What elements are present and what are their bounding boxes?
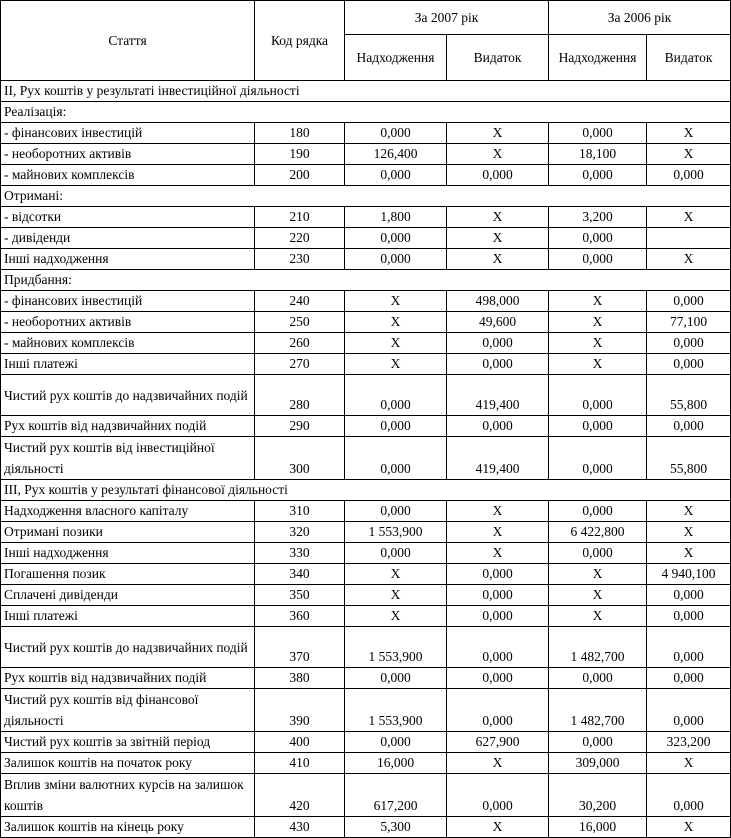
cell-income-2007: 0,000 — [345, 375, 447, 416]
header-expense-2007: Видаток — [447, 35, 549, 81]
cell-income-2006: 0,000 — [549, 668, 647, 689]
cell-expense-2006: 0,000 — [647, 689, 731, 732]
row-label: - майнових комплексів — [1, 333, 255, 354]
cell-income-2007: 0,000 — [345, 228, 447, 249]
row-label: Інші платежі — [1, 606, 255, 627]
cell-income-2006: 30,200 — [549, 774, 647, 817]
row-code: 260 — [255, 333, 345, 354]
cell-income-2006: 0,000 — [549, 228, 647, 249]
cell-expense-2007: 0,000 — [447, 627, 549, 668]
cell-income-2007: 0,000 — [345, 165, 447, 186]
cell-expense-2007: 0,000 — [447, 564, 549, 585]
section-title: III, Рух коштів у результаті фінансової діяльності — [1, 480, 731, 501]
row-label: Інші платежі — [1, 354, 255, 375]
cell-income-2007: X — [345, 564, 447, 585]
row-label: Отримані позики — [1, 522, 255, 543]
row-label: Надходження власного капіталу — [1, 501, 255, 522]
cell-income-2006: 0,000 — [549, 165, 647, 186]
row-label: Погашення позик — [1, 564, 255, 585]
group-row — [1, 270, 731, 291]
row-code: 340 — [255, 564, 345, 585]
table-row — [1, 312, 731, 333]
cell-income-2006: 0,000 — [549, 416, 647, 437]
cell-expense-2007: 498,000 — [447, 291, 549, 312]
group-row — [1, 102, 731, 123]
row-label: Рух коштів від надзвичайних подій — [1, 416, 255, 437]
row-label: Інші надходження — [1, 543, 255, 564]
table-body — [1, 81, 731, 838]
row-label: Сплачені дивіденди — [1, 585, 255, 606]
cell-expense-2007: 0,000 — [447, 333, 549, 354]
cell-income-2006: 0,000 — [549, 375, 647, 416]
cell-expense-2006: 77,100 — [647, 312, 731, 333]
cell-income-2007: 1,800 — [345, 207, 447, 228]
cell-expense-2006: 55,800 — [647, 437, 731, 480]
cell-income-2006: 0,000 — [549, 249, 647, 270]
table-row — [1, 416, 731, 437]
cell-income-2007: 0,000 — [345, 123, 447, 144]
header-period-2006: За 2006 рік — [549, 1, 731, 35]
table-row — [1, 123, 731, 144]
cell-income-2007: 0,000 — [345, 501, 447, 522]
cell-income-2006: 1 482,700 — [549, 627, 647, 668]
cell-income-2006: 0,000 — [549, 732, 647, 753]
cell-expense-2007: 0,000 — [447, 668, 549, 689]
row-code: 180 — [255, 123, 345, 144]
row-label: Чистий рух коштів від інвестиційної діяльності — [1, 437, 255, 480]
table-row — [1, 437, 731, 480]
cell-expense-2006: 0,000 — [647, 416, 731, 437]
row-code: 370 — [255, 627, 345, 668]
row-label: - фінансових інвестицій — [1, 291, 255, 312]
cell-income-2007: X — [345, 354, 447, 375]
table-row — [1, 564, 731, 585]
table-row — [1, 585, 731, 606]
cell-expense-2006: 0,000 — [647, 291, 731, 312]
cell-income-2007: 0,000 — [345, 732, 447, 753]
row-code: 430 — [255, 817, 345, 838]
cell-income-2007: 0,000 — [345, 668, 447, 689]
cell-income-2006: X — [549, 312, 647, 333]
table-row — [1, 354, 731, 375]
cell-income-2007: X — [345, 312, 447, 333]
table-row — [1, 543, 731, 564]
cell-income-2007: 5,300 — [345, 817, 447, 838]
cell-income-2007: X — [345, 291, 447, 312]
cell-expense-2007: 0,000 — [447, 416, 549, 437]
cell-expense-2007: X — [447, 753, 549, 774]
cell-income-2006: 18,100 — [549, 144, 647, 165]
row-label: - необоротних активів — [1, 144, 255, 165]
header-period-2007: За 2007 рік — [345, 1, 549, 35]
cell-income-2007: X — [345, 585, 447, 606]
cell-expense-2007: X — [447, 522, 549, 543]
group-title: Реалізація: — [1, 102, 731, 123]
cell-income-2007: 617,200 — [345, 774, 447, 817]
cell-expense-2007: X — [447, 817, 549, 838]
table-row — [1, 291, 731, 312]
cell-expense-2006: X — [647, 249, 731, 270]
row-code: 290 — [255, 416, 345, 437]
cell-income-2007: X — [345, 333, 447, 354]
row-code: 220 — [255, 228, 345, 249]
cell-income-2006: X — [549, 606, 647, 627]
cell-expense-2007: X — [447, 501, 549, 522]
row-code: 200 — [255, 165, 345, 186]
row-code: 420 — [255, 774, 345, 817]
table-row — [1, 228, 731, 249]
cell-expense-2006: 4 940,100 — [647, 564, 731, 585]
cell-expense-2006: X — [647, 543, 731, 564]
cell-income-2006: X — [549, 354, 647, 375]
row-code: 360 — [255, 606, 345, 627]
cell-expense-2006: 0,000 — [647, 606, 731, 627]
cell-income-2007: 1 553,900 — [345, 627, 447, 668]
row-label: Чистий рух коштів від фінансової діяльності — [1, 689, 255, 732]
table-row — [1, 165, 731, 186]
header-expense-2006: Видаток — [647, 35, 731, 81]
cell-income-2006: X — [549, 564, 647, 585]
cell-expense-2007: X — [447, 144, 549, 165]
cell-expense-2007: 0,000 — [447, 165, 549, 186]
cell-expense-2006: 0,000 — [647, 585, 731, 606]
section-title: II, Рух коштів у результаті інвестиційної діяльності — [1, 81, 731, 102]
header-income-2006: Надходження — [549, 35, 647, 81]
header-row-top — [1, 1, 731, 35]
row-label: Залишок коштів на кінець року — [1, 817, 255, 838]
cell-income-2006: 1 482,700 — [549, 689, 647, 732]
table-row — [1, 817, 731, 838]
row-code: 240 — [255, 291, 345, 312]
row-label: Вплив зміни валютних курсів на залишок коштів — [1, 774, 255, 817]
row-code: 250 — [255, 312, 345, 333]
header-income-2007: Надходження — [345, 35, 447, 81]
row-code: 390 — [255, 689, 345, 732]
cell-income-2006: 6 422,800 — [549, 522, 647, 543]
cell-expense-2007: X — [447, 207, 549, 228]
group-title: Придбання: — [1, 270, 731, 291]
table-row — [1, 732, 731, 753]
cell-income-2007: 0,000 — [345, 543, 447, 564]
row-code: 320 — [255, 522, 345, 543]
cell-expense-2006: 0,000 — [647, 333, 731, 354]
row-code: 380 — [255, 668, 345, 689]
row-label: Чистий рух коштів до надзвичайних подій — [1, 627, 255, 668]
cell-expense-2007: 419,400 — [447, 437, 549, 480]
row-label: Чистий рух коштів за звітній період — [1, 732, 255, 753]
cell-income-2006: 309,000 — [549, 753, 647, 774]
table-row — [1, 668, 731, 689]
table-row — [1, 774, 731, 817]
row-label: - фінансових інвестицій — [1, 123, 255, 144]
row-code: 300 — [255, 437, 345, 480]
cell-income-2006: X — [549, 291, 647, 312]
cell-expense-2007: X — [447, 543, 549, 564]
row-label: - необоротних активів — [1, 312, 255, 333]
row-label: - дивіденди — [1, 228, 255, 249]
row-code: 230 — [255, 249, 345, 270]
row-label: Чистий рух коштів до надзвичайних подій — [1, 375, 255, 416]
cell-expense-2006: 0,000 — [647, 668, 731, 689]
table-row — [1, 207, 731, 228]
cell-expense-2006: 0,000 — [647, 165, 731, 186]
cell-expense-2006: X — [647, 817, 731, 838]
cell-expense-2007: X — [447, 123, 549, 144]
cell-expense-2006: 55,800 — [647, 375, 731, 416]
cell-income-2006: 16,000 — [549, 817, 647, 838]
row-code: 270 — [255, 354, 345, 375]
cell-expense-2007: 0,000 — [447, 689, 549, 732]
header-code: Код рядка — [255, 1, 345, 81]
row-label: Залишок коштів на початок року — [1, 753, 255, 774]
cell-income-2007: 0,000 — [345, 249, 447, 270]
cell-income-2006: 0,000 — [549, 437, 647, 480]
table-row — [1, 753, 731, 774]
cell-expense-2006: X — [647, 144, 731, 165]
table-row — [1, 501, 731, 522]
cell-expense-2007: 627,900 — [447, 732, 549, 753]
cell-expense-2006: X — [647, 501, 731, 522]
table-row — [1, 333, 731, 354]
row-code: 190 — [255, 144, 345, 165]
table-row — [1, 375, 731, 416]
cell-expense-2007: 49,600 — [447, 312, 549, 333]
cell-expense-2007: 0,000 — [447, 774, 549, 817]
cell-expense-2006: X — [647, 207, 731, 228]
cell-income-2006: 0,000 — [549, 501, 647, 522]
row-code: 400 — [255, 732, 345, 753]
cell-expense-2006: 0,000 — [647, 354, 731, 375]
header-article: Стаття — [1, 1, 255, 81]
row-code: 280 — [255, 375, 345, 416]
cell-expense-2006: X — [647, 123, 731, 144]
cell-expense-2007: 419,400 — [447, 375, 549, 416]
row-label: - відсотки — [1, 207, 255, 228]
cell-income-2006: X — [549, 333, 647, 354]
group-row — [1, 186, 731, 207]
table-row — [1, 627, 731, 668]
cell-income-2007: 126,400 — [345, 144, 447, 165]
cell-expense-2006: 0,000 — [647, 627, 731, 668]
cell-expense-2007: X — [447, 249, 549, 270]
cell-income-2007: X — [345, 606, 447, 627]
row-code: 330 — [255, 543, 345, 564]
cell-income-2007: 0,000 — [345, 416, 447, 437]
cell-expense-2007: X — [447, 228, 549, 249]
cell-income-2007: 16,000 — [345, 753, 447, 774]
cell-expense-2006: 0,000 — [647, 774, 731, 817]
row-code: 410 — [255, 753, 345, 774]
cell-expense-2007: 0,000 — [447, 606, 549, 627]
row-code: 310 — [255, 501, 345, 522]
table-row — [1, 249, 731, 270]
cell-income-2007: 1 553,900 — [345, 522, 447, 543]
cell-expense-2007: 0,000 — [447, 354, 549, 375]
cell-expense-2006: 323,200 — [647, 732, 731, 753]
cell-expense-2006: X — [647, 522, 731, 543]
cell-expense-2007: 0,000 — [447, 585, 549, 606]
group-title: Отримані: — [1, 186, 731, 207]
table-row — [1, 689, 731, 732]
row-code: 210 — [255, 207, 345, 228]
row-label: Інші надходження — [1, 249, 255, 270]
cell-expense-2006: X — [647, 753, 731, 774]
cell-income-2006: 3,200 — [549, 207, 647, 228]
cell-expense-2006 — [647, 228, 731, 249]
row-label: - майнових комплексів — [1, 165, 255, 186]
cell-income-2006: 0,000 — [549, 543, 647, 564]
cell-income-2007: 1 553,900 — [345, 689, 447, 732]
row-label: Рух коштів від надзвичайних подій — [1, 668, 255, 689]
cell-income-2006: X — [549, 585, 647, 606]
table-row — [1, 606, 731, 627]
section-row — [1, 480, 731, 501]
cell-income-2006: 0,000 — [549, 123, 647, 144]
section-row — [1, 81, 731, 102]
table-row — [1, 522, 731, 543]
table-row — [1, 144, 731, 165]
cell-income-2007: 0,000 — [345, 437, 447, 480]
row-code: 350 — [255, 585, 345, 606]
